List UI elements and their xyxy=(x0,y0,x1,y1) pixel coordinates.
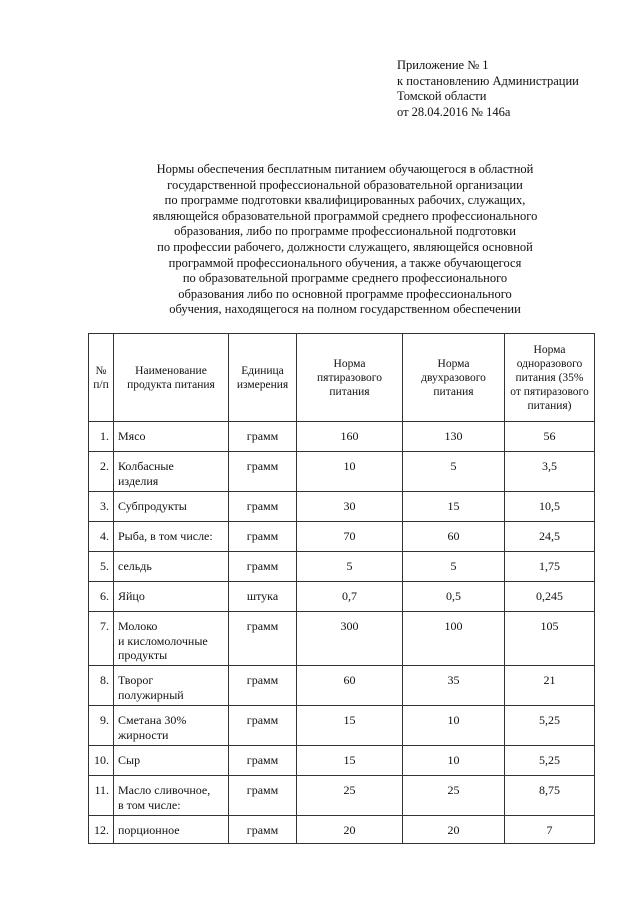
table-row xyxy=(89,746,595,776)
title-line: Нормы обеспечения бесплатным питанием обучающегося в областной xyxy=(156,162,534,176)
product-name xyxy=(114,552,229,582)
appendix-line: Приложение № 1 xyxy=(397,58,489,72)
table-row xyxy=(89,552,595,582)
norm-two-meals: 15 xyxy=(403,492,505,522)
norm-five-meals: 30 xyxy=(297,492,403,522)
unit-of-measure: штука xyxy=(229,582,297,612)
norm-two-meals: 100 xyxy=(403,612,505,666)
table-row xyxy=(89,816,595,844)
product-name-line: Мясо xyxy=(118,429,146,443)
header-norm-two-meals: Норма двухразового питания xyxy=(403,334,505,422)
unit-of-measure: грамм xyxy=(229,492,297,522)
norm-two-meals: 130 xyxy=(403,422,505,452)
product-name-line: в том числе: xyxy=(118,797,181,812)
appendix-line: к постановлению Администрации xyxy=(397,73,579,88)
product-name-line: Сыр xyxy=(118,753,141,767)
appendix-header xyxy=(397,58,627,120)
row-number: 8. xyxy=(89,666,114,706)
norm-two-meals: 10 xyxy=(403,746,505,776)
title-line: по профессии рабочего, должности служащего, являющейся основной xyxy=(157,239,533,254)
unit-of-measure: грамм xyxy=(229,816,297,844)
product-name-line: полужирный xyxy=(118,687,184,702)
norm-five-meals: 5 xyxy=(297,552,403,582)
table-row xyxy=(89,492,595,522)
header-product-name: Наименование продукта питания xyxy=(114,334,229,422)
unit-of-measure: грамм xyxy=(229,776,297,816)
product-name xyxy=(114,452,229,492)
norm-two-meals: 35 xyxy=(403,666,505,706)
product-name xyxy=(114,492,229,522)
norm-two-meals: 5 xyxy=(403,552,505,582)
table-row xyxy=(89,612,595,666)
title-line: по программе подготовки квалифицированных рабочих, служащих, xyxy=(164,193,526,208)
norm-five-meals: 160 xyxy=(297,422,403,452)
norm-five-meals: 60 xyxy=(297,666,403,706)
norm-one-meal: 10,5 xyxy=(505,492,595,522)
norm-five-meals: 300 xyxy=(297,612,403,666)
unit-of-measure: грамм xyxy=(229,522,297,552)
product-name-line: Рыба, в том числе: xyxy=(118,529,213,543)
norm-five-meals: 10 xyxy=(297,452,403,492)
table-row xyxy=(89,452,595,492)
document-title xyxy=(100,162,590,318)
product-name xyxy=(114,746,229,776)
row-number: 2. xyxy=(89,452,114,492)
product-name xyxy=(114,612,229,666)
table-row xyxy=(89,706,595,746)
row-number: 6. xyxy=(89,582,114,612)
norm-one-meal: 24,5 xyxy=(505,522,595,552)
header-norm-five-meals: Норма пятиразового питания xyxy=(297,334,403,422)
product-name xyxy=(114,706,229,746)
header-norm-one-meal: Норма одноразового питания (35% от пятиразового питания) xyxy=(505,334,595,422)
header-unit: Единица измерения xyxy=(229,334,297,422)
norm-two-meals: 20 xyxy=(403,816,505,844)
norm-one-meal: 1,75 xyxy=(505,552,595,582)
product-name-line: сельдь xyxy=(118,559,152,573)
row-number: 5. xyxy=(89,552,114,582)
product-name-line: Масло сливочное, xyxy=(118,783,211,797)
norm-five-meals: 15 xyxy=(297,746,403,776)
product-name-line: жирности xyxy=(118,727,169,742)
row-number: 9. xyxy=(89,706,114,746)
norm-five-meals: 25 xyxy=(297,776,403,816)
appendix-line: Томской области xyxy=(397,89,487,103)
product-name xyxy=(114,522,229,552)
table-row xyxy=(89,666,595,706)
title-line: образования либо по основной программе профессионального xyxy=(178,286,512,301)
unit-of-measure: грамм xyxy=(229,746,297,776)
norm-one-meal: 5,25 xyxy=(505,746,595,776)
product-name xyxy=(114,666,229,706)
norm-one-meal: 7 xyxy=(505,816,595,844)
unit-of-measure: грамм xyxy=(229,706,297,746)
norm-two-meals: 10 xyxy=(403,706,505,746)
title-line: обучения, находящегося на полном государственном обеспечении xyxy=(169,302,521,317)
unit-of-measure: грамм xyxy=(229,422,297,452)
table-row xyxy=(89,522,595,552)
row-number: 4. xyxy=(89,522,114,552)
product-name xyxy=(114,422,229,452)
norm-two-meals: 0,5 xyxy=(403,582,505,612)
norm-one-meal: 3,5 xyxy=(505,452,595,492)
title-line: программой профессионального обучения, а также обучающегося xyxy=(168,255,522,270)
norm-one-meal: 8,75 xyxy=(505,776,595,816)
row-number: 10. xyxy=(89,746,114,776)
product-name xyxy=(114,816,229,844)
norm-five-meals: 20 xyxy=(297,816,403,844)
row-number: 3. xyxy=(89,492,114,522)
product-name-line: порционное xyxy=(118,823,180,837)
table-row xyxy=(89,776,595,816)
norm-two-meals: 5 xyxy=(403,452,505,492)
product-name-line: и кисломолочные xyxy=(118,633,208,648)
norm-two-meals: 25 xyxy=(403,776,505,816)
product-name-line: Субпродукты xyxy=(118,499,187,513)
product-name-line: продукты xyxy=(118,648,168,663)
row-number: 1. xyxy=(89,422,114,452)
table-row xyxy=(89,582,595,612)
row-number: 11. xyxy=(89,776,114,816)
row-number: 7. xyxy=(89,612,114,666)
norm-two-meals: 60 xyxy=(403,522,505,552)
title-line: являющейся образовательной программой среднего профессионального xyxy=(152,208,538,223)
product-name xyxy=(114,776,229,816)
norm-one-meal: 21 xyxy=(505,666,595,706)
appendix-line: от 28.04.2016 № 146а xyxy=(397,104,511,119)
norm-five-meals: 70 xyxy=(297,522,403,552)
product-name-line: изделия xyxy=(118,473,159,488)
unit-of-measure: грамм xyxy=(229,612,297,666)
norm-five-meals: 15 xyxy=(297,706,403,746)
table-row xyxy=(89,422,595,452)
row-number: 12. xyxy=(89,816,114,844)
product-name xyxy=(114,582,229,612)
title-line: по образовательной программе среднего профессионального xyxy=(182,271,508,286)
product-name-line: Молоко xyxy=(118,619,158,633)
product-name-line: Творог xyxy=(118,673,154,687)
norm-one-meal: 0,245 xyxy=(505,582,595,612)
title-line: образования, либо по программе профессиональной подготовки xyxy=(174,224,516,239)
norm-five-meals: 0,7 xyxy=(297,582,403,612)
nutrition-norms-table xyxy=(88,333,595,844)
norm-one-meal: 56 xyxy=(505,422,595,452)
norm-one-meal: 105 xyxy=(505,612,595,666)
product-name-line: Сметана 30% xyxy=(118,713,187,727)
product-name-line: Колбасные xyxy=(118,459,174,473)
table-header-row xyxy=(89,334,595,422)
product-name-line: Яйцо xyxy=(118,589,145,603)
title-line: государственной профессиональной образовательной организации xyxy=(167,177,523,192)
unit-of-measure: грамм xyxy=(229,666,297,706)
norm-one-meal: 5,25 xyxy=(505,706,595,746)
unit-of-measure: грамм xyxy=(229,552,297,582)
header-number: № п/п xyxy=(89,334,114,422)
unit-of-measure: грамм xyxy=(229,452,297,492)
